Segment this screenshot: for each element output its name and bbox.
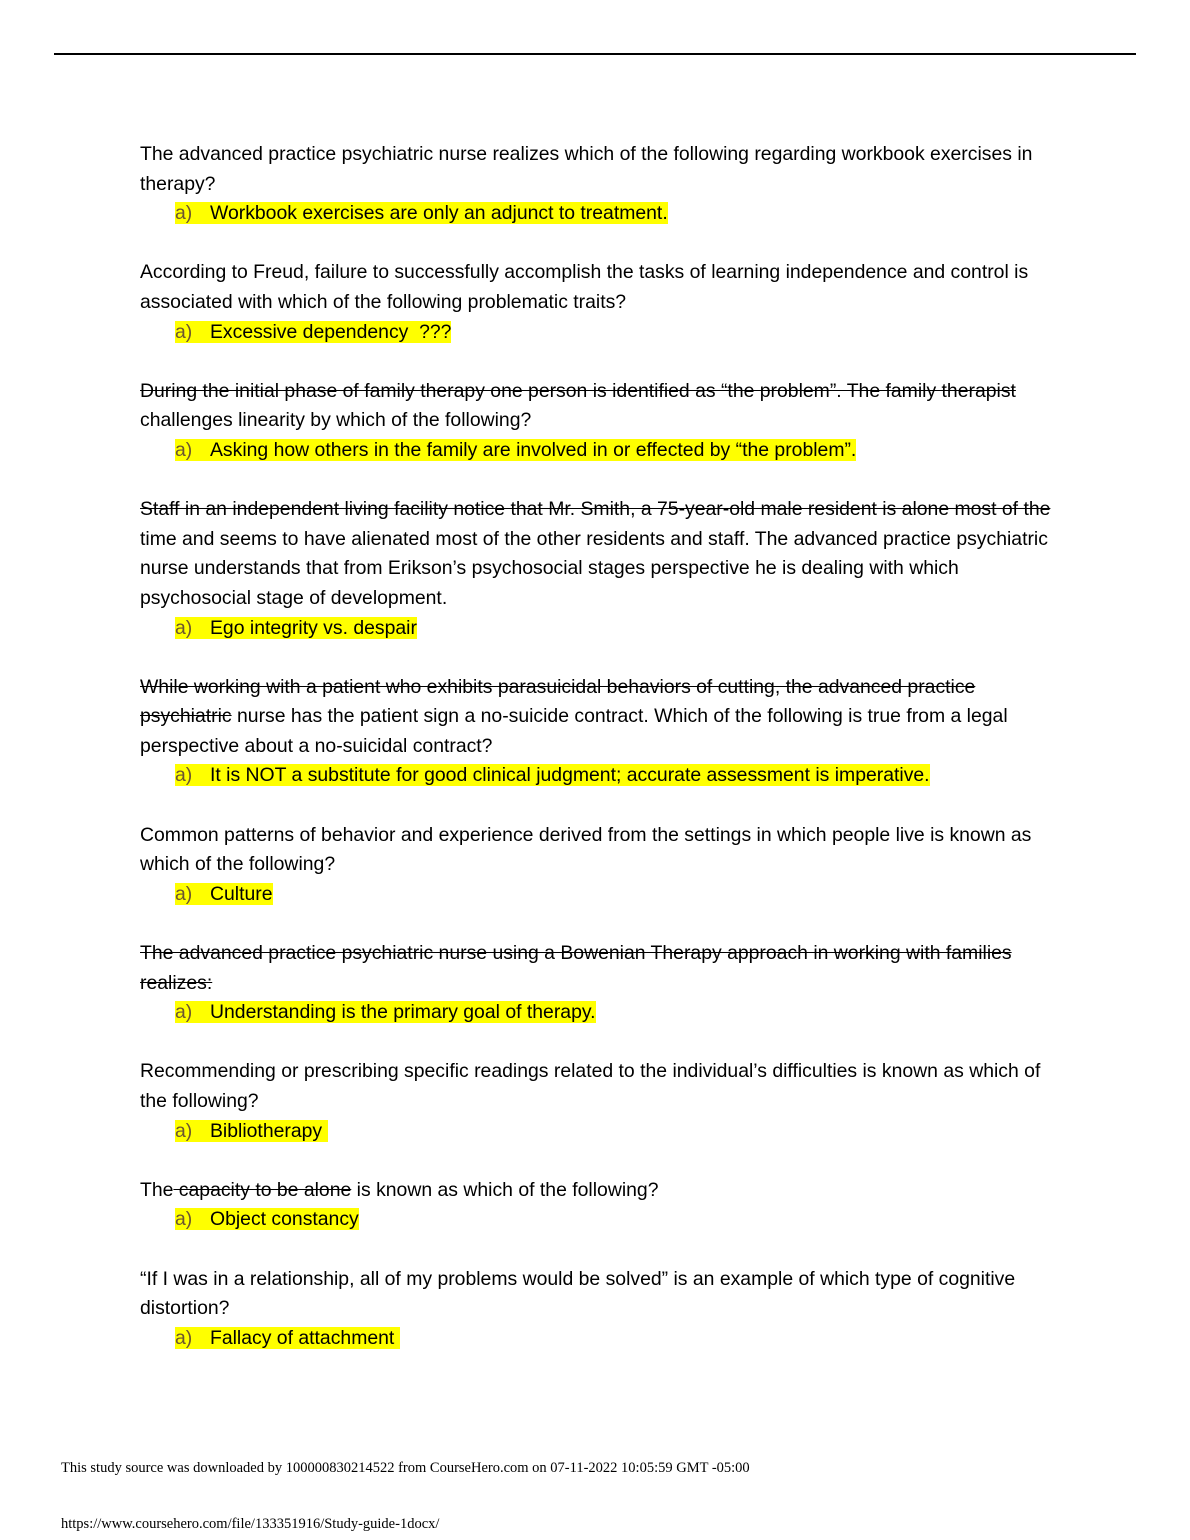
struck-question-segment: While working with a patient who exhibits parasuicidal behaviors of cutting, the advanced practice psychiatric xyxy=(140,675,976,728)
answer-text: Object constancy xyxy=(210,1208,359,1231)
question-segment: is known as which of the following? xyxy=(351,1178,659,1201)
answer-text: Workbook exercises are only an adjunct to treatment. xyxy=(210,202,668,225)
question-segment: Common patterns of behavior and experience derived from the settings in which people live is known as which of the following? xyxy=(140,823,1032,876)
question-segment: According to Freud, failure to successfully accomplish the tasks of learning independence and control is associated with which of the following problematic traits? xyxy=(140,261,1029,313)
answer-letter: a) xyxy=(175,1326,193,1349)
question-segment: “If I was in a relationship, all of my problems would be solved” is an example of which type of cognitive distortion? xyxy=(140,1267,1016,1320)
answer-letter: a) xyxy=(175,202,193,225)
source-url: https://www.coursehero.com/file/133351916/Study-guide-1docx/ xyxy=(61,1516,440,1532)
answer-text: It is NOT a substitute for good clinical judgment; accurate assessment is imperative. xyxy=(210,764,930,787)
answer-letter: a) xyxy=(175,1001,193,1024)
struck-question-segment: The advanced practice psychiatric nurse using a Bowenian Therapy approach in working with families realizes: xyxy=(140,942,1012,994)
answer-option xyxy=(140,1117,1060,1147)
question-segment: challenges linearity by which of the following? xyxy=(140,409,532,432)
answer-option xyxy=(140,318,1060,348)
question-text xyxy=(140,939,1060,998)
question-text xyxy=(140,1057,1060,1116)
answer-option xyxy=(140,1324,1060,1354)
download-notice: This study source was downloaded by 100000830214522 from CourseHero.com on 07-11-2022 10:05:59 GMT -05:00 xyxy=(61,1460,750,1476)
answer-option xyxy=(140,761,1060,791)
answer-text: Excessive dependency ??? xyxy=(210,320,452,343)
question-segment: time and seems to have alienated most of the other residents and staff. The advanced practice psychiatric nurse understands that from Erikson’s psychosocial stages perspective he is dealing with which psychosocial stage of development. xyxy=(140,527,1048,609)
answer-letter: a) xyxy=(175,882,193,905)
answer-highlight xyxy=(175,617,417,639)
question-text xyxy=(140,495,1060,613)
answer-option xyxy=(140,614,1060,644)
question-segment: The advanced practice psychiatric nurse realizes which of the following regarding workbook exercises in therapy? xyxy=(140,143,1033,195)
answer-text: Ego integrity vs. despair xyxy=(210,616,417,639)
struck-question-segment: During the initial phase of family therapy one person is identified as “the problem”. The family therapist xyxy=(140,379,1016,402)
answer-text: Culture xyxy=(210,882,273,905)
question-text xyxy=(140,258,1060,317)
question-text xyxy=(140,673,1060,762)
answer-highlight xyxy=(175,1327,400,1349)
question-text xyxy=(140,377,1060,436)
question-text xyxy=(140,140,1060,199)
question-text xyxy=(140,1265,1060,1324)
answer-option xyxy=(140,436,1060,466)
answer-highlight xyxy=(175,883,273,905)
answer-highlight xyxy=(175,1120,328,1142)
answer-letter: a) xyxy=(175,438,193,461)
question-segment: nurse has the patient sign a no-suicide contract. Which of the following is true from a legal perspective about a no-suicidal contract? xyxy=(140,705,1008,757)
answer-letter: a) xyxy=(175,616,193,639)
answer-option xyxy=(140,880,1060,910)
struck-question-segment: Staff in an independent living facility notice that Mr. Smith, a 75-year-old male resident is alone most of the xyxy=(140,498,1051,521)
answer-letter: a) xyxy=(175,764,193,787)
answer-text: Bibliotherapy xyxy=(210,1119,328,1142)
answer-text: Understanding is the primary goal of therapy. xyxy=(210,1001,596,1024)
question-segment: The xyxy=(140,1178,174,1201)
answer-highlight xyxy=(175,439,856,461)
answer-letter: a) xyxy=(175,1119,193,1142)
answer-text: Asking how others in the family are involved in or effected by “the problem”. xyxy=(210,438,857,461)
answer-highlight xyxy=(175,321,451,343)
question-text xyxy=(140,1176,1060,1206)
answer-option xyxy=(140,199,1060,229)
answer-letter: a) xyxy=(175,1208,193,1231)
answer-highlight xyxy=(175,764,930,786)
question-segment: Recommending or prescribing specific readings related to the individual’s difficulties is known as which of the following? xyxy=(140,1060,1041,1112)
answer-letter: a) xyxy=(175,320,193,343)
answer-highlight xyxy=(175,1208,359,1230)
answer-text: Fallacy of attachment xyxy=(210,1326,400,1349)
answer-option xyxy=(140,998,1060,1028)
header-rule xyxy=(54,53,1136,55)
struck-question-segment: capacity to be alone xyxy=(173,1178,352,1201)
study-guide-body xyxy=(140,140,1060,1383)
answer-highlight xyxy=(175,202,668,224)
question-text xyxy=(140,821,1060,880)
answer-highlight xyxy=(175,1001,596,1023)
answer-option xyxy=(140,1205,1060,1235)
